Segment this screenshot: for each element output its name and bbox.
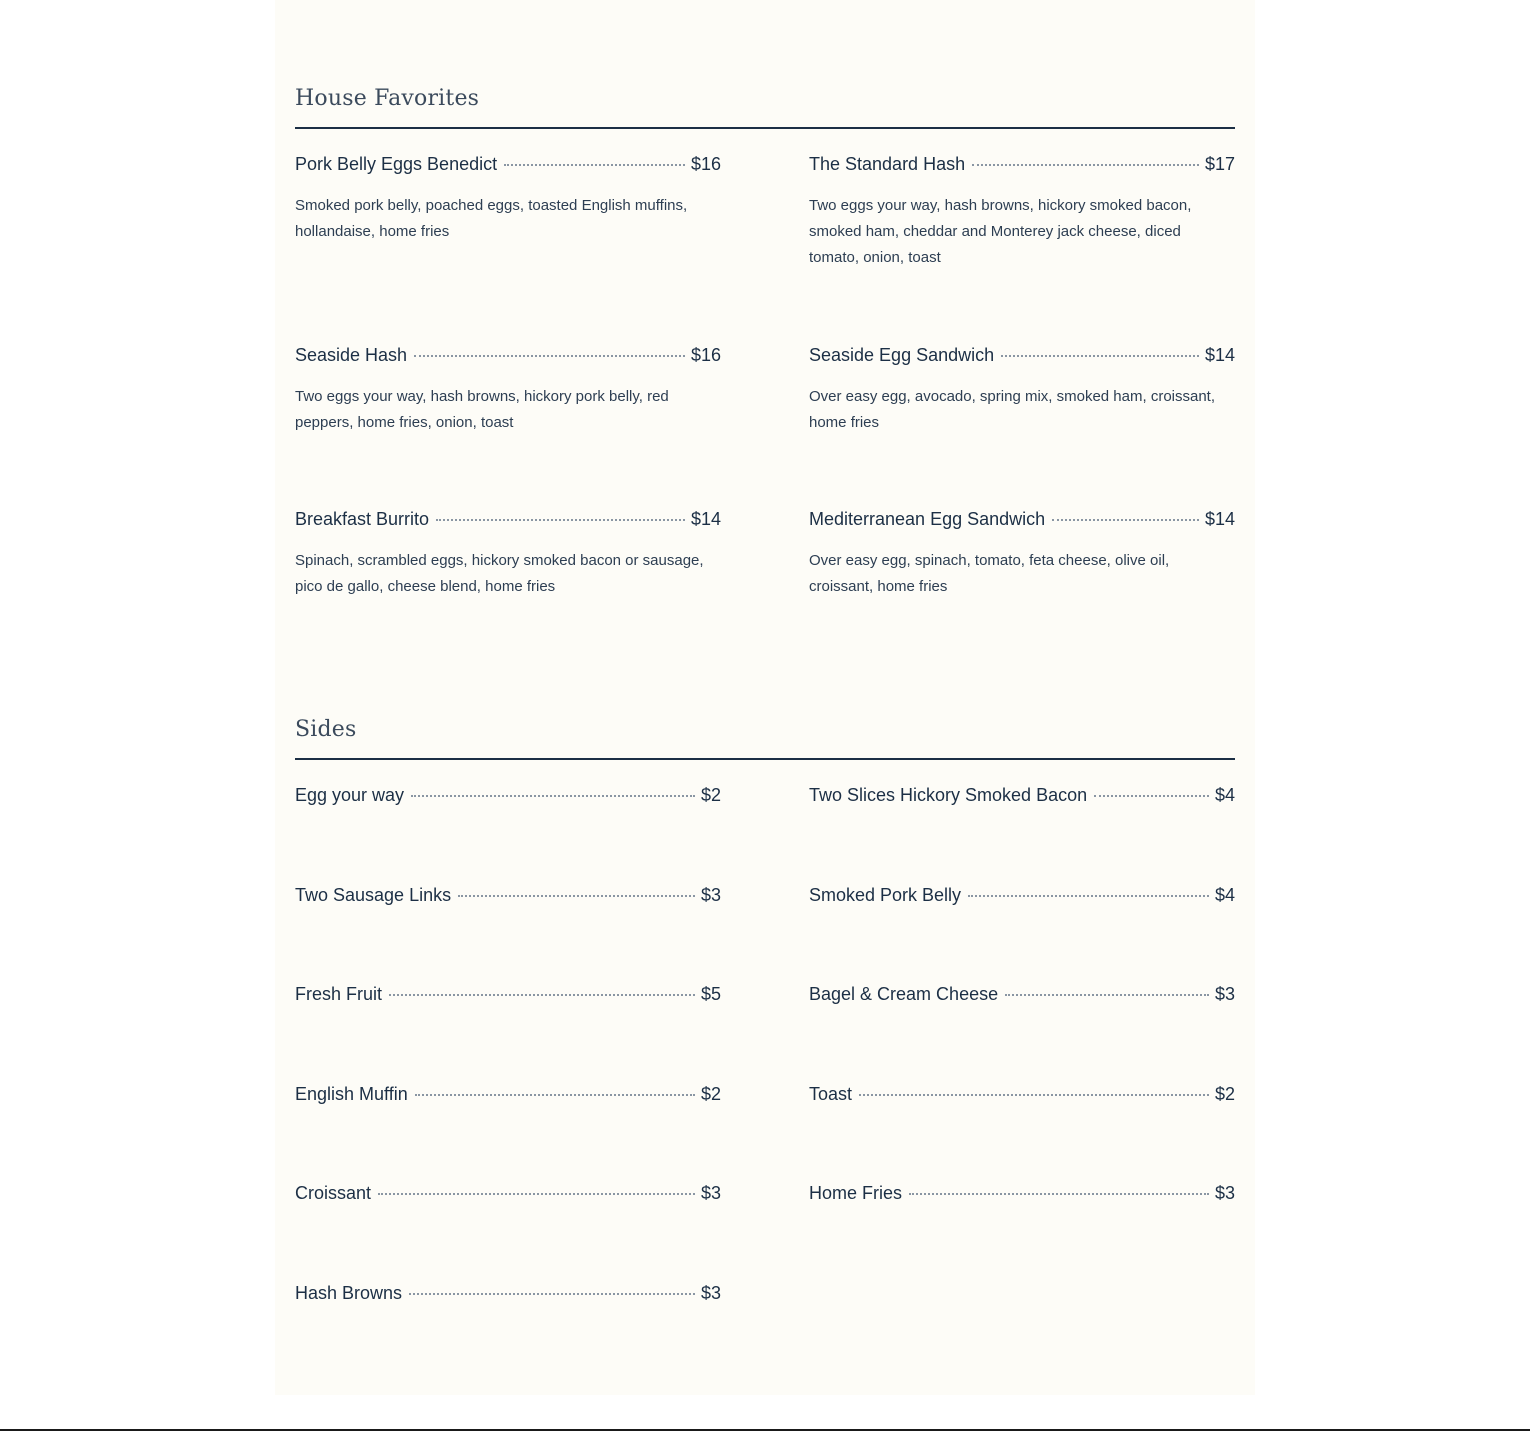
dot-leader bbox=[409, 1293, 695, 1295]
dot-leader bbox=[1094, 795, 1209, 797]
section-title: House Favorites bbox=[295, 86, 480, 111]
item-price: $3 bbox=[700, 885, 721, 905]
side-item bbox=[809, 983, 1235, 1005]
side-item bbox=[295, 884, 721, 906]
item-price: $2 bbox=[700, 1084, 721, 1104]
item-name: Seaside Egg Sandwich bbox=[809, 345, 995, 365]
item-price: $5 bbox=[700, 984, 721, 1004]
item-description: Smoked pork belly, poached eggs, toasted English muffins, hollandaise, home fries bbox=[295, 197, 688, 240]
dot-leader bbox=[458, 895, 695, 897]
dot-leader bbox=[389, 994, 695, 996]
side-item bbox=[809, 784, 1235, 806]
item-price: $14 bbox=[1204, 345, 1235, 365]
item-price: $16 bbox=[690, 154, 721, 174]
item-name: Two Slices Hickory Smoked Bacon bbox=[809, 785, 1088, 805]
item-name: Mediterranean Egg Sandwich bbox=[809, 509, 1046, 529]
side-item bbox=[295, 1083, 721, 1105]
item-name: Bagel & Cream Cheese bbox=[809, 984, 999, 1004]
item-name: Two Sausage Links bbox=[295, 885, 452, 905]
item-price: $2 bbox=[700, 785, 721, 805]
menu-card bbox=[275, 0, 1255, 1395]
dot-leader bbox=[411, 795, 695, 797]
section-divider bbox=[295, 758, 1235, 760]
item-price: $3 bbox=[1214, 984, 1235, 1004]
side-item bbox=[295, 983, 721, 1005]
section-title: Sides bbox=[295, 717, 357, 742]
item-description: Over easy egg, avocado, spring mix, smoked ham, croissant, home fries bbox=[809, 388, 1216, 431]
item-price: $14 bbox=[1204, 509, 1235, 529]
item-description: Two eggs your way, hash browns, hickory smoked bacon, smoked ham, cheddar and Monterey jack cheese, diced tomato, onion, toast bbox=[809, 197, 1192, 266]
item-price: $17 bbox=[1204, 154, 1235, 174]
item-price: $4 bbox=[1214, 785, 1235, 805]
item-price: $3 bbox=[1214, 1183, 1235, 1203]
item-description: Spinach, scrambled eggs, hickory smoked bacon or sausage, pico de gallo, cheese blend, home fries bbox=[295, 552, 704, 595]
item-price: $3 bbox=[700, 1183, 721, 1203]
side-item bbox=[809, 1083, 1235, 1105]
item-name: Croissant bbox=[295, 1183, 372, 1203]
dot-leader bbox=[909, 1193, 1209, 1195]
side-item bbox=[295, 784, 721, 806]
item-price: $2 bbox=[1214, 1084, 1235, 1104]
side-item bbox=[295, 1282, 721, 1304]
dot-leader bbox=[1005, 994, 1209, 996]
item-price: $4 bbox=[1214, 885, 1235, 905]
item-price: $14 bbox=[690, 509, 721, 529]
dot-leader bbox=[859, 1094, 1209, 1096]
item-name: Egg your way bbox=[295, 785, 405, 805]
item-description: Over easy egg, spinach, tomato, feta cheese, olive oil, croissant, home fries bbox=[809, 552, 1170, 595]
item-name: Pork Belly Eggs Benedict bbox=[295, 154, 498, 174]
item-name: English Muffin bbox=[295, 1084, 408, 1104]
sides-section bbox=[295, 0, 1235, 1395]
dot-leader bbox=[378, 1193, 695, 1195]
dot-leader bbox=[415, 1094, 695, 1096]
item-description: Two eggs your way, hash browns, hickory pork belly, red peppers, home fries, onion, toast bbox=[295, 388, 669, 431]
item-price: $16 bbox=[690, 345, 721, 365]
item-name: The Standard Hash bbox=[809, 154, 966, 174]
item-name: Fresh Fruit bbox=[295, 984, 383, 1004]
item-name: Toast bbox=[809, 1084, 853, 1104]
side-item bbox=[809, 884, 1235, 906]
dot-leader bbox=[968, 895, 1209, 897]
item-name: Seaside Hash bbox=[295, 345, 408, 365]
item-price: $3 bbox=[700, 1283, 721, 1303]
item-name: Home Fries bbox=[809, 1183, 903, 1203]
side-item bbox=[809, 1182, 1235, 1204]
item-name: Breakfast Burrito bbox=[295, 509, 430, 529]
side-item bbox=[295, 1182, 721, 1204]
item-name: Hash Browns bbox=[295, 1283, 403, 1303]
item-name: Smoked Pork Belly bbox=[809, 885, 962, 905]
